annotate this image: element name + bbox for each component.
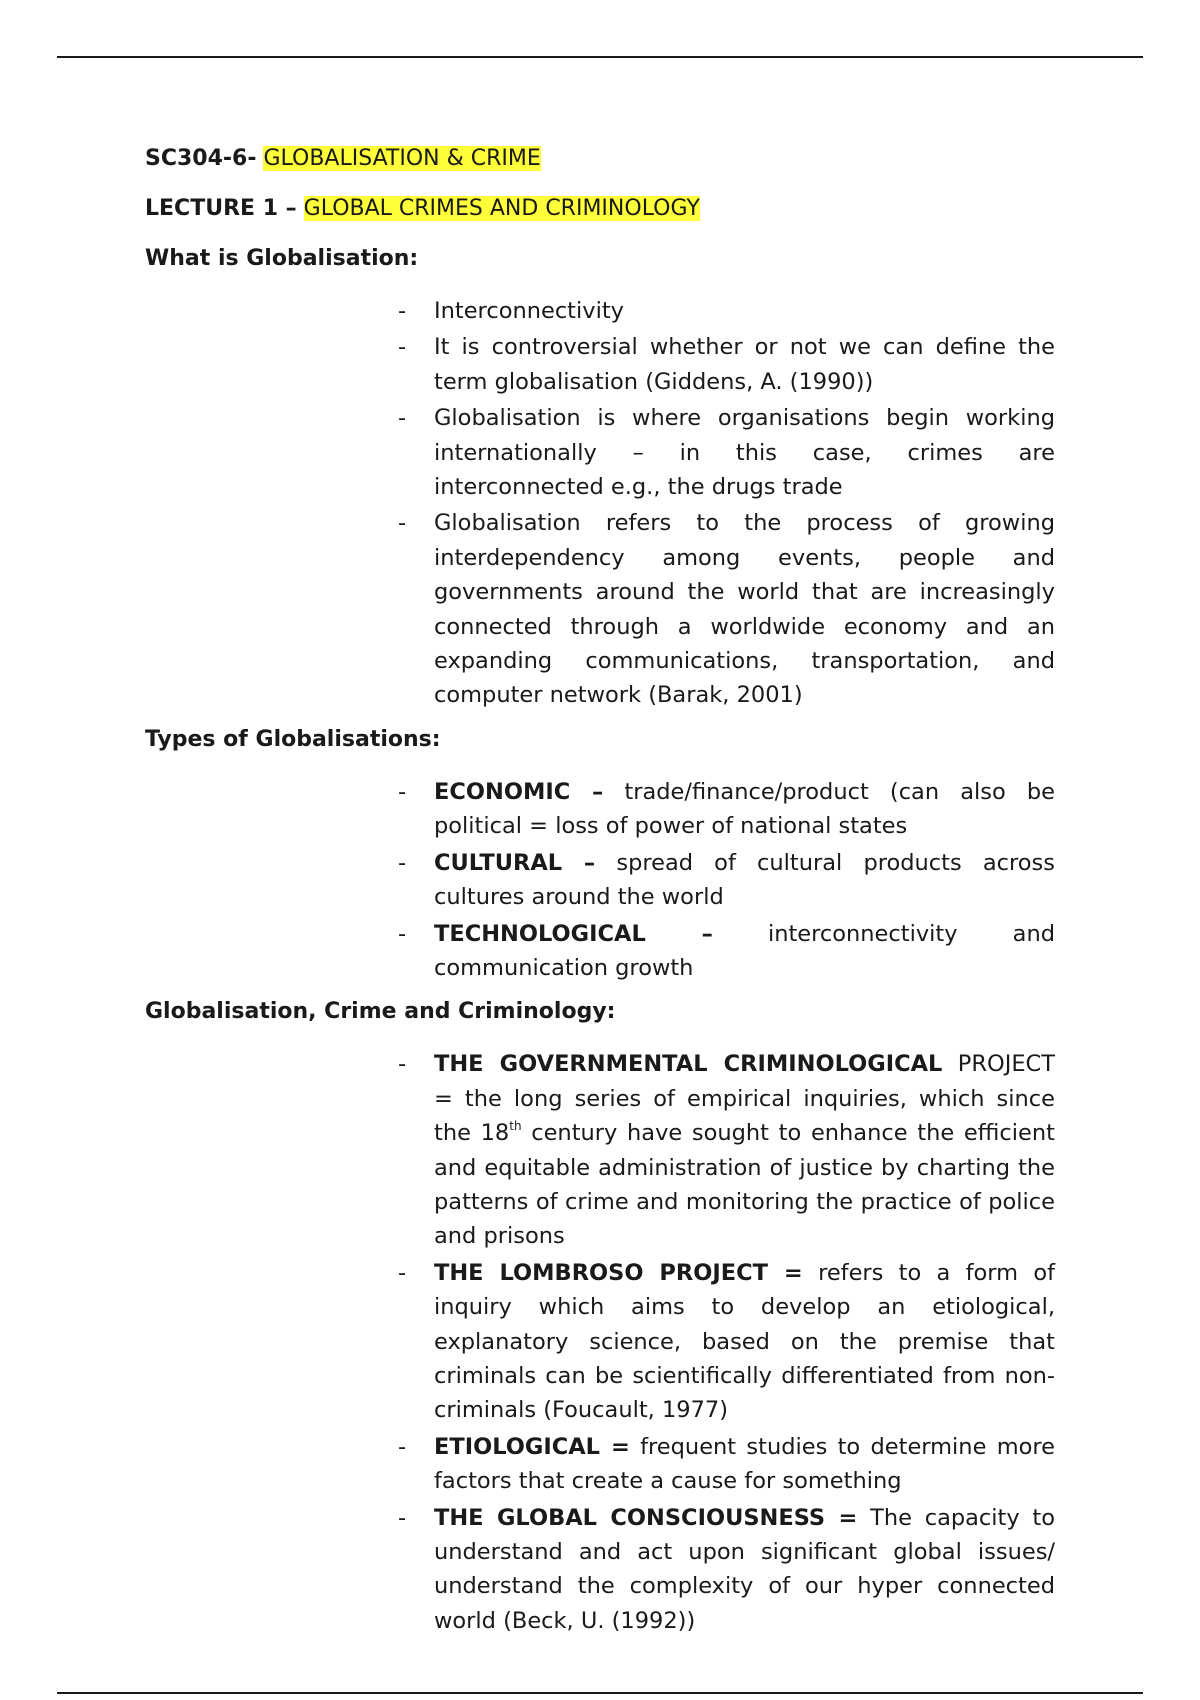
list-item: - ECONOMIC – trade/finance/product (can also be political = loss of power of national states xyxy=(398,778,1055,840)
list-item: - THE GOVERNMENTAL CRIMINOLOGICAL PROJECT = the long series of empirical inquiries, which since the 18th century have sought to enhance the efficient and equitable administration of justice by charting the patterns of crime and monitoring the practice of police and prisons xyxy=(398,1051,1055,1250)
list-item: - CULTURAL – spread of cultural products across cultures around the world xyxy=(398,849,1055,911)
lecture-label: LECTURE 1 – xyxy=(145,196,297,221)
page-bottom-rule xyxy=(57,1692,1143,1694)
list-item: - ETIOLOGICAL = frequent studies to determine more factors that create a cause for something xyxy=(398,1433,1055,1495)
lecture-heading xyxy=(145,194,1055,224)
lecture-title-highlight: GLOBAL CRIMES AND CRIMINOLOGY xyxy=(303,196,700,221)
document-body xyxy=(145,144,1055,1640)
course-code: SC304-6- xyxy=(145,146,257,171)
list-item: - TECHNOLOGICAL – interconnectivity and communication growth xyxy=(398,920,1055,981)
list-types-of-globalisations xyxy=(145,775,1055,985)
list-item: - It is controversial whether or not we can define the term globalisation (Giddens, A. (1990)) xyxy=(398,334,1055,395)
section-heading-what-is-globalisation: What is Globalisation: xyxy=(145,246,419,271)
course-heading xyxy=(145,144,1055,174)
list-what-is-globalisation xyxy=(145,294,1055,713)
page-top-rule xyxy=(57,56,1143,58)
list-globalisation-crime-criminology xyxy=(145,1047,1055,1638)
section-heading-types-of-globalisations: Types of Globalisations: xyxy=(145,726,441,752)
list-item: - Globalisation refers to the process of growing interdependency among events, people and governments around the world that are increasingly connected through a worldwide economy and an expanding communications, transportation, and computer network (Barak, 2001) xyxy=(398,510,1055,709)
list-item: - Interconnectivity xyxy=(398,298,624,324)
course-title-highlight: GLOBALISATION & CRIME xyxy=(263,146,541,171)
list-item: - THE GLOBAL CONSCIOUSNESS = The capacity to understand and act upon significant global issues/ understand the complexity of our hyper connected world (Beck, U. (1992)) xyxy=(398,1504,1055,1634)
list-item: - THE LOMBROSO PROJECT = refers to a form of inquiry which aims to develop an etiological, explanatory science, based on the premise that criminals can be scientifically differentiated from non-criminals (Foucault, 1977) xyxy=(398,1259,1056,1424)
list-item: - Globalisation is where organisations begin working internationally – in this case, crimes are interconnected e.g., the drugs trade xyxy=(398,405,1055,501)
section-heading-globalisation-crime-criminology: Globalisation, Crime and Criminology: xyxy=(145,999,616,1025)
